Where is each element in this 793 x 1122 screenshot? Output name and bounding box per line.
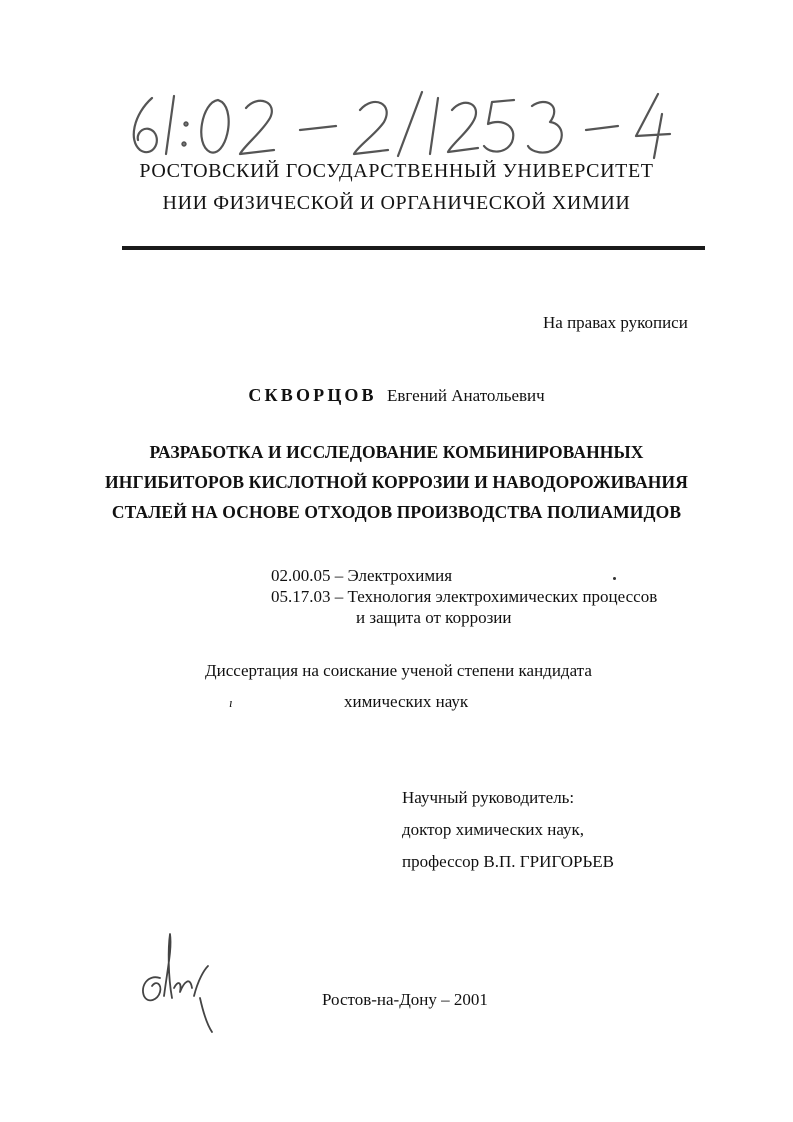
- handwritten-archive-number: [122, 84, 682, 164]
- supervisor-label: Научный руководитель:: [402, 788, 575, 807]
- title-line-3: СТАЛЕЙ НА ОСНОВЕ ОТХОДОВ ПРОИЗВОДСТВА ПОЛИАМИДОВ: [111, 502, 682, 522]
- author-given-names: Евгений Анатольевич: [387, 386, 545, 405]
- university-name: РОСТОВСКИЙ ГОСУДАРСТВЕННЫЙ УНИВЕРСИТЕТ: [139, 160, 654, 182]
- title-line-2: ИНГИБИТОРОВ КИСЛОТНОЙ КОРРОЗИИ И НАВОДОРОЖИВАНИЯ: [105, 472, 688, 492]
- city-year: Ростов-на-Дону – 2001: [322, 990, 488, 1009]
- scan-speck: [613, 577, 616, 580]
- specialty-2: 05.17.03 – Технология электрохимических процессов: [271, 587, 658, 606]
- institute-name: НИИ ФИЗИЧЕСКОЙ И ОРГАНИЧЕСКОЙ ХИМИИ: [162, 192, 631, 214]
- handwritten-signature: [134, 926, 224, 1036]
- specialty-2-continued: и защита от коррозии: [356, 608, 512, 627]
- author-line: [0, 385, 793, 406]
- author-surname: СКВОРЦОВ: [248, 385, 377, 405]
- header-divider: [122, 246, 705, 250]
- rights-note: На правах рукописи: [543, 313, 688, 332]
- scan-mark: ı: [229, 695, 233, 710]
- supervisor-name: профессор В.П. ГРИГОРЬЕВ: [402, 852, 614, 871]
- title-line-1: РАЗРАБОТКА И ИССЛЕДОВАНИЕ КОМБИНИРОВАННЫХ: [149, 442, 644, 462]
- specialty-1: 02.00.05 – Электрохимия: [271, 566, 453, 585]
- supervisor-degree: доктор химических наук,: [402, 820, 585, 839]
- dissertation-line-1: Диссертация на соискание ученой степени кандидата: [205, 661, 592, 680]
- dissertation-line-2: химических наук: [344, 692, 469, 711]
